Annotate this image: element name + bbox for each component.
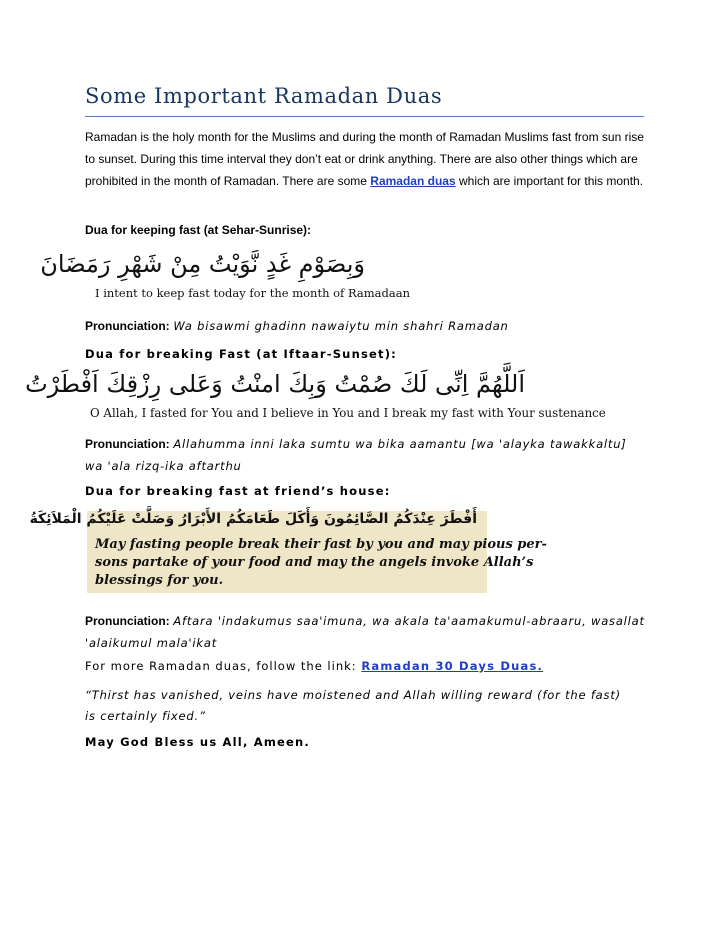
dua1-pron-text: Wa bisawmi ghadinn nawaiytu min shahri Ramadan <box>173 319 509 333</box>
intro-text-before: Ramadan is the holy month for the Muslims and during the month of Ramadan Muslims fast from sun rise to sunset. During this time interval they don’t eat or drink anything. There are also other things which are prohibited in the month of Ramadan. There are some <box>85 130 644 188</box>
closing-line: May God Bless us All, Ameen. <box>85 735 310 749</box>
dua1-heading: Dua for keeping fast (at Sehar-Sunrise): <box>85 223 312 237</box>
dua2-arabic: اَللَّهُمَّ اِنِّى لَكَ صُمْتُ وَبِكَ امنْتُ وَعَلى رِزْقِكَ اَفْطَرْتُ <box>25 370 525 398</box>
dua3-heading: Dua for breaking fast at friend’s house: <box>85 484 391 498</box>
dua1-image <box>40 248 410 304</box>
page-title: Some Important Ramadan Duas <box>85 84 443 108</box>
dua2-image <box>25 368 606 424</box>
dua1-translation: I intent to keep fast today for the month of Ramadaan <box>95 286 410 300</box>
dua1-arabic: وَبِصَوْمِ غَدٍ نَّوَيْتُ مِنْ شَهْرِ رَمَضَانَ <box>40 250 365 278</box>
dua2-pron-label: Pronunciation: <box>85 437 170 451</box>
dua2-pron-text: Allahumma inni laka sumtu wa bika aamantu [wa 'alayka tawakkaltu] wa 'ala rizq-ika aftarthu <box>85 437 627 473</box>
intro-text-after: which are important for this month. <box>455 174 644 188</box>
dua3-pronunciation <box>85 610 645 654</box>
ramadan-30-days-link[interactable]: Ramadan 30 Days Duas. <box>361 659 544 673</box>
dua3-translation-line2: sons partake of your food and may the angels invoke Allah’s <box>95 555 534 570</box>
dua3-translation-line3: blessings for you. <box>95 573 224 588</box>
more-duas-line <box>85 659 543 673</box>
dua3-arabic: أَفْطَرَ عِنْدَكُمُ الصَّائِمُونَ وَأَكَلَ طَعَامَكُمُ الأَبْرَارُ وَصَلَّتْ عَلَيْكُمُ الْمَلاَئِكَةُ <box>29 511 477 527</box>
title-underline <box>85 116 644 117</box>
closing-quote: “Thirst has vanished, veins have moistened and Allah willing reward (for the fast) is certainly fixed.” <box>85 688 621 723</box>
dua2-heading: Dua for breaking Fast (at Iftaar-Sunset): <box>85 347 397 361</box>
dua3-pron-text: Aftara 'indakumus saa'imuna, wa akala ta'aamakumul-abraaru, wasallat 'alaikumul mala'ikat <box>85 614 645 650</box>
ramadan-duas-link[interactable]: Ramadan duas <box>370 174 456 188</box>
dua2-pronunciation <box>85 433 645 477</box>
dua1-pronunciation <box>85 315 645 337</box>
dua1-pron-label: Pronunciation: <box>85 319 170 333</box>
dua3-image <box>29 511 547 593</box>
dua3-pron-label: Pronunciation: <box>85 614 170 628</box>
more-duas-text: For more Ramadan duas, follow the link: <box>85 659 362 673</box>
dua2-translation: O Allah, I fasted for You and I believe in You and I break my fast with Your sustenance <box>90 406 606 420</box>
dua3-translation-line1: May fasting people break their fast by you and may pious per- <box>95 537 547 552</box>
intro-paragraph <box>85 126 645 192</box>
